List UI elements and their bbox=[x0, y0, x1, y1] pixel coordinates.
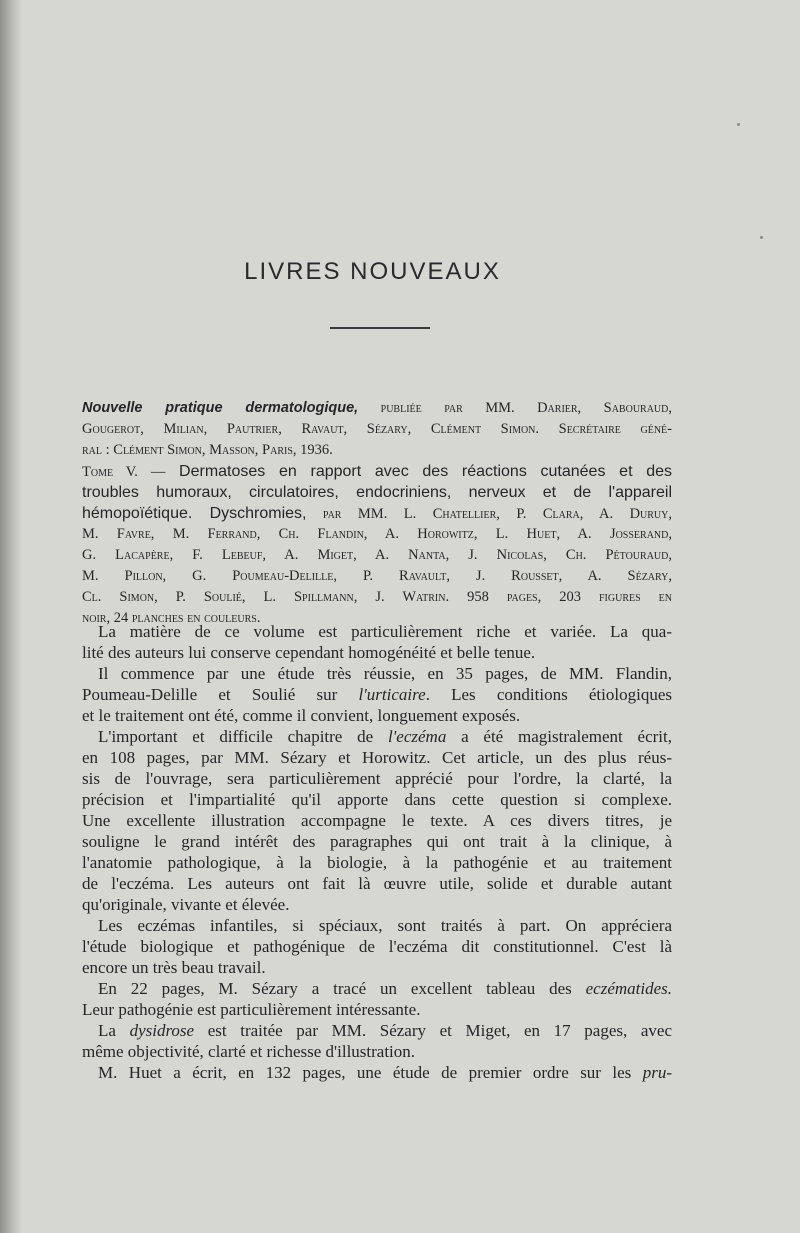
paragraph-line: La dysidrose est traitée par MM. Sézary et Miget, en 17 pages, avec bbox=[98, 1021, 672, 1040]
speck bbox=[760, 236, 763, 239]
paragraph-line: qu'originale, vivante et élevée. bbox=[82, 895, 290, 914]
paragraph-line: sis de l'ouvrage, sera particulièrement apprécié pour l'ordre, la clarté, la bbox=[82, 769, 672, 788]
tome-line: G. Lacapère, F. Lebeuf, A. Miget, A. Nanta, J. Nicolas, Ch. Pétouraud, bbox=[82, 547, 672, 563]
citation-line: ral : Clément Simon, Masson, Paris, 1936. bbox=[82, 442, 333, 458]
paragraph-line: Il commence par une étude très réussie, en 35 pages, de MM. Flandin, bbox=[98, 664, 672, 683]
paragraph-line: La matière de ce volume est particulièrement riche et variée. La qua- bbox=[98, 622, 672, 641]
tome-line: Tome V. — Dermatoses en rapport avec des réactions cutanées et des bbox=[82, 463, 673, 480]
page-binding-shadow bbox=[0, 0, 22, 1233]
paragraph-line: et le traitement ont été, comme il convient, longuement exposés. bbox=[82, 706, 521, 725]
paragraph-line: En 22 pages, M. Sézary a tracé un excellent tableau des eczématides. bbox=[98, 979, 672, 998]
tome-entry bbox=[82, 461, 672, 629]
speck bbox=[737, 123, 740, 126]
review-body bbox=[82, 621, 672, 1083]
paragraph-line: L'important et difficile chapitre de l'eczéma a été magistralement écrit, bbox=[98, 727, 672, 746]
paragraph-line: même objectivité, clarté et richesse d'illustration. bbox=[82, 1042, 416, 1061]
paragraph-line: précision et l'impartialité qu'il apporte dans cette question si complexe. bbox=[82, 790, 672, 809]
paragraph-line: Poumeau-Delille et Soulié sur l'urticaire. Les conditions étiologiques bbox=[82, 685, 672, 704]
tome-line: M. Favre, M. Ferrand, Ch. Flandin, A. Horowitz, L. Huet, A. Josserand, bbox=[82, 526, 672, 542]
paragraph-line: l'anatomie pathologique, à la biologie, à la pathogénie et au traitement bbox=[82, 853, 672, 872]
tome-line: noir, 24 planches en couleurs. bbox=[82, 610, 261, 626]
paragraph-line: en 108 pages, par MM. Sézary et Horowitz. Cet article, un des plus réus- bbox=[82, 748, 672, 767]
book-title: Nouvelle pratique dermatologique, bbox=[82, 400, 359, 416]
paragraph-line: Les eczémas infantiles, si spéciaux, sont traités à part. On appréciera bbox=[98, 916, 672, 935]
paragraph-line: de l'eczéma. Les auteurs ont fait là œuvre utile, solide et durable autant bbox=[82, 874, 672, 893]
citation-line: Nouvelle pratique dermatologique, publiée par MM. Darier, Sabouraud, bbox=[82, 400, 673, 416]
paragraph-line: Une excellente illustration accompagne le texte. A ces divers titres, je bbox=[82, 811, 672, 830]
paragraph-line: souligne le grand intérêt des paragraphes qui ont trait à la clinique, à bbox=[82, 832, 672, 851]
page-title: LIVRES NOUVEAUX bbox=[244, 258, 501, 285]
paragraph-line: lité des auteurs lui conserve cependant homogénéité et belle tenue. bbox=[82, 643, 536, 662]
title-rule bbox=[330, 327, 430, 329]
tome-line: hémopoïétique. Dyschromies, par MM. L. Chatellier, P. Clara, A. Duruy, bbox=[82, 505, 672, 522]
tome-line: troubles humoraux, circulatoires, endocriniens, nerveux et de l'appareil bbox=[82, 484, 672, 501]
paragraph-line: M. Huet a écrit, en 132 pages, une étude de premier ordre sur les pru- bbox=[98, 1063, 672, 1082]
paragraph-line: encore un très beau travail. bbox=[82, 958, 266, 977]
tome-line: Cl. Simon, P. Soulié, L. Spillmann, J. Watrin. 958 pages, 203 figures en bbox=[82, 589, 672, 605]
tome-line: M. Pillon, G. Poumeau-Delille, P. Ravault, J. Rousset, A. Sézary, bbox=[82, 568, 672, 584]
paragraph-line: Leur pathogénie est particulièrement intéressante. bbox=[82, 1000, 421, 1019]
citation bbox=[82, 398, 672, 461]
tome-label: Tome V. — bbox=[82, 464, 166, 480]
paragraph-line: l'étude biologique et pathogénique de l'eczéma dit constitutionnel. C'est là bbox=[82, 937, 672, 956]
citation-line: Gougerot, Milian, Pautrier, Ravaut, Sézary, Clément Simon. Secrétaire géné- bbox=[82, 421, 672, 437]
